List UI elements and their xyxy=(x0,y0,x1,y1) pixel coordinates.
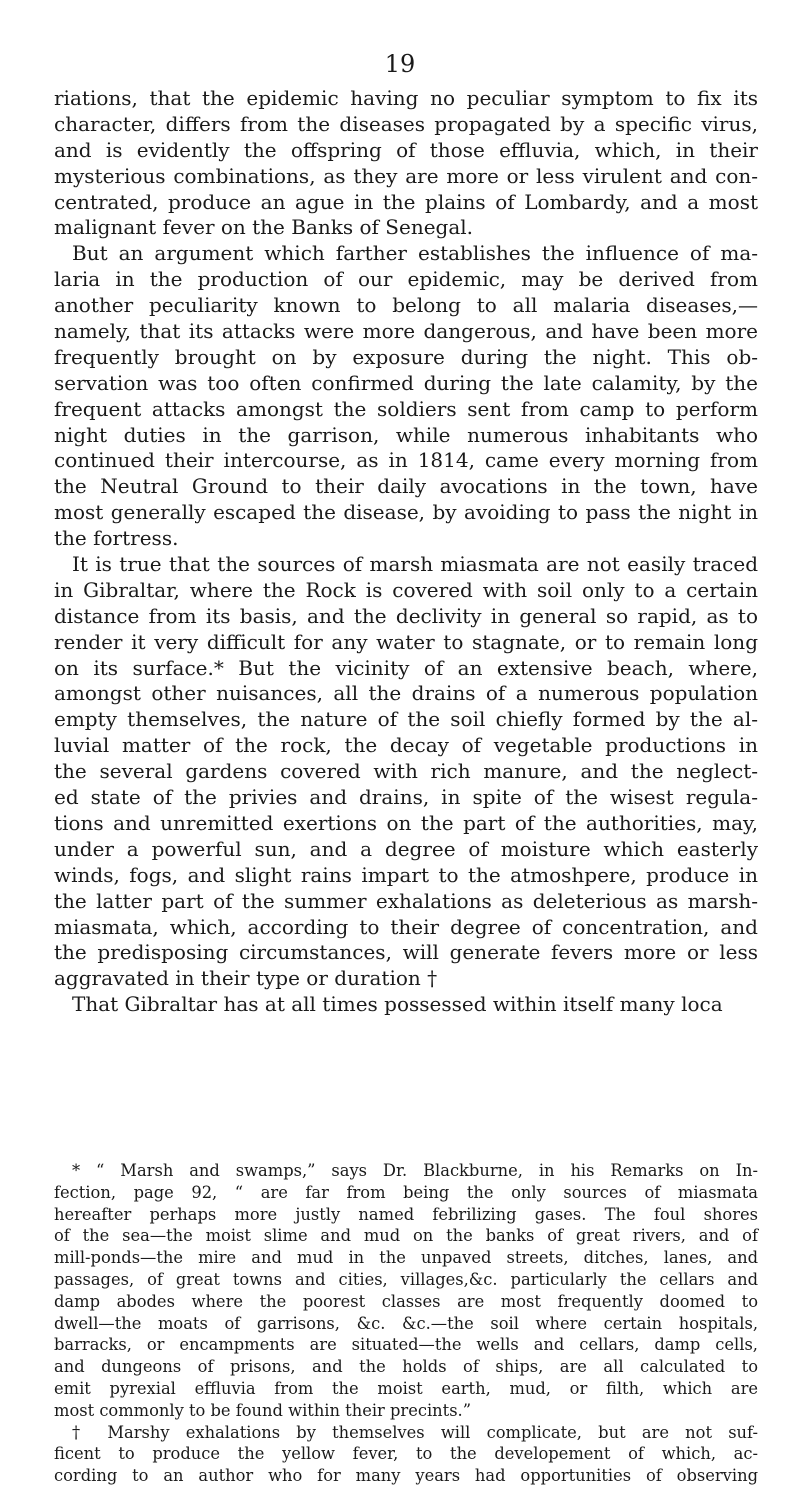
body-text-line: malignant fever on the Banks of Senegal. xyxy=(54,215,474,240)
body-text-line: distance from its basis, and the declivity in general so rapid, as to xyxy=(54,603,758,628)
body-text-line: tions and unremitted exertions on the part of the authorities, may, xyxy=(54,810,758,835)
body-text-line: frequently brought on by exposure during the night. This ob- xyxy=(54,344,758,369)
body-text-line: on its surface.* But the vicinity of an extensive beach, where, xyxy=(54,655,758,680)
footnote-line: passages, of great towns and cities, villages,&c. particularly the cellars and xyxy=(54,1269,758,1289)
footnote-line: and dungeons of prisons, and the holds of ships, are all calculated to xyxy=(54,1357,758,1377)
body-text-line: miasmata, which, according to their degree of concentration, and xyxy=(54,914,758,939)
footnote-line: mill-ponds—the mire and mud in the unpaved streets, ditches, lanes, and xyxy=(54,1248,758,1268)
body-text-line: frequent attacks amongst the soldiers sent from camp to perform xyxy=(54,396,758,421)
body-text-line: namely, that its attacks were more dangerous, and have been more xyxy=(54,319,758,344)
body-text-line: under a powerful sun, and a degree of moisture which easterly xyxy=(54,836,758,861)
body-text-line: in Gibraltar, where the Rock is covered with soil only to a certain xyxy=(54,577,758,602)
body-text-line: ed state of the privies and drains, in spite of the wisest regula- xyxy=(54,785,758,810)
body-text-line: servation was too often confirmed during the late calamity, by the xyxy=(54,370,758,395)
body-text-line: riations, that the epidemic having no peculiar symptom to fix its xyxy=(54,86,758,110)
body-text-line: render it very difficult for any water to stagnate, or to remain long xyxy=(54,629,758,654)
footnote-line: † Marshy exhalations by themselves will complicate, but are not suf- xyxy=(72,1422,758,1442)
footnote-line: emit pyrexial effluvia from the moist earth, mud, or filth, which are xyxy=(54,1378,758,1398)
body-text-line: the fortress. xyxy=(54,526,179,551)
footnote-line: dwell—the moats of garrisons, &c. &c.—the soil where certain hospitals, xyxy=(54,1313,758,1333)
body-text-line: the Neutral Ground to their daily avocations in the town, have xyxy=(54,474,758,499)
body-text-line: the several gardens covered with rich manure, and the neglect- xyxy=(54,759,758,784)
body-text-line: another peculiarity known to belong to all malaria diseases,— xyxy=(54,293,758,318)
body-text-line: aggravated in their type or duration † xyxy=(54,966,438,991)
footnote-line: most commonly to be found within their precints.” xyxy=(54,1400,472,1420)
body-text-line: most generally escaped the disease, by avoiding to pass the night in xyxy=(54,500,758,525)
footnote-line: damp abodes where the poorest classes are most frequently doomed to xyxy=(54,1291,758,1311)
body-text-line: winds, fogs, and slight rains impart to the atmoshpere, produce in xyxy=(54,862,758,887)
footnote-line: barracks, or encampments are situated—the wells and cellars, damp cells, xyxy=(54,1335,758,1355)
body-text-line: But an argument which farther establishes the influence of ma- xyxy=(72,241,758,266)
body-text-line: empty themselves, the nature of the soil chiefly formed by the al- xyxy=(54,707,758,732)
body-text-line: luvial matter of the rock, the decay of vegetable productions in xyxy=(54,733,758,758)
body-text-line: the predisposing circumstances, will generate fevers more or less xyxy=(54,940,758,965)
body-text-line: continued their intercourse, as in 1814, came every morning from xyxy=(54,448,758,473)
body-text-line: mysterious combinations, as they are more or less virulent and con- xyxy=(54,163,758,188)
footnote-line: cording to an author who for many years had opportunities of observing xyxy=(54,1466,758,1486)
body-text-line: character, differs from the diseases propagated by a specific virus, xyxy=(54,111,758,136)
body-text xyxy=(54,86,758,1018)
body-text-line: night duties in the garrison, while numerous inhabitants who xyxy=(54,422,758,447)
footnote-line: * “ Marsh and swamps,” says Dr. Blackburne, in his Remarks on In- xyxy=(72,1161,758,1180)
footnote-line: fection, page 92, “ are far from being the only sources of miasmata xyxy=(54,1182,758,1202)
body-text-line: amongst other nuisances, all the drains of a numerous population xyxy=(54,681,758,706)
footnote-line: hereafter perhaps more justly named febrilizing gases. The foul shores xyxy=(54,1204,758,1224)
body-text-line: the latter part of the summer exhalations as deleterious as marsh- xyxy=(54,888,758,913)
body-text-line: laria in the production of our epidemic, may be derived from xyxy=(54,267,758,292)
footnote-line: of the sea—the moist slime and mud on the banks of great rivers, and of xyxy=(54,1226,758,1246)
body-text-line: That Gibraltar has at all times possessed within itself many loca xyxy=(72,992,723,1017)
body-text-line: and is evidently the offspring of those effluvia, which, in their xyxy=(54,137,758,162)
footnote-line: ficent to produce the yellow fever, to the developement of which, ac- xyxy=(54,1444,758,1464)
page-number: 19 xyxy=(384,50,416,78)
body-text-line: centrated, produce an ague in the plains of Lombardy, and a most xyxy=(54,189,758,214)
footnotes xyxy=(54,1160,758,1487)
body-text-line: It is true that the sources of marsh miasmata are not easily traced xyxy=(72,552,758,577)
